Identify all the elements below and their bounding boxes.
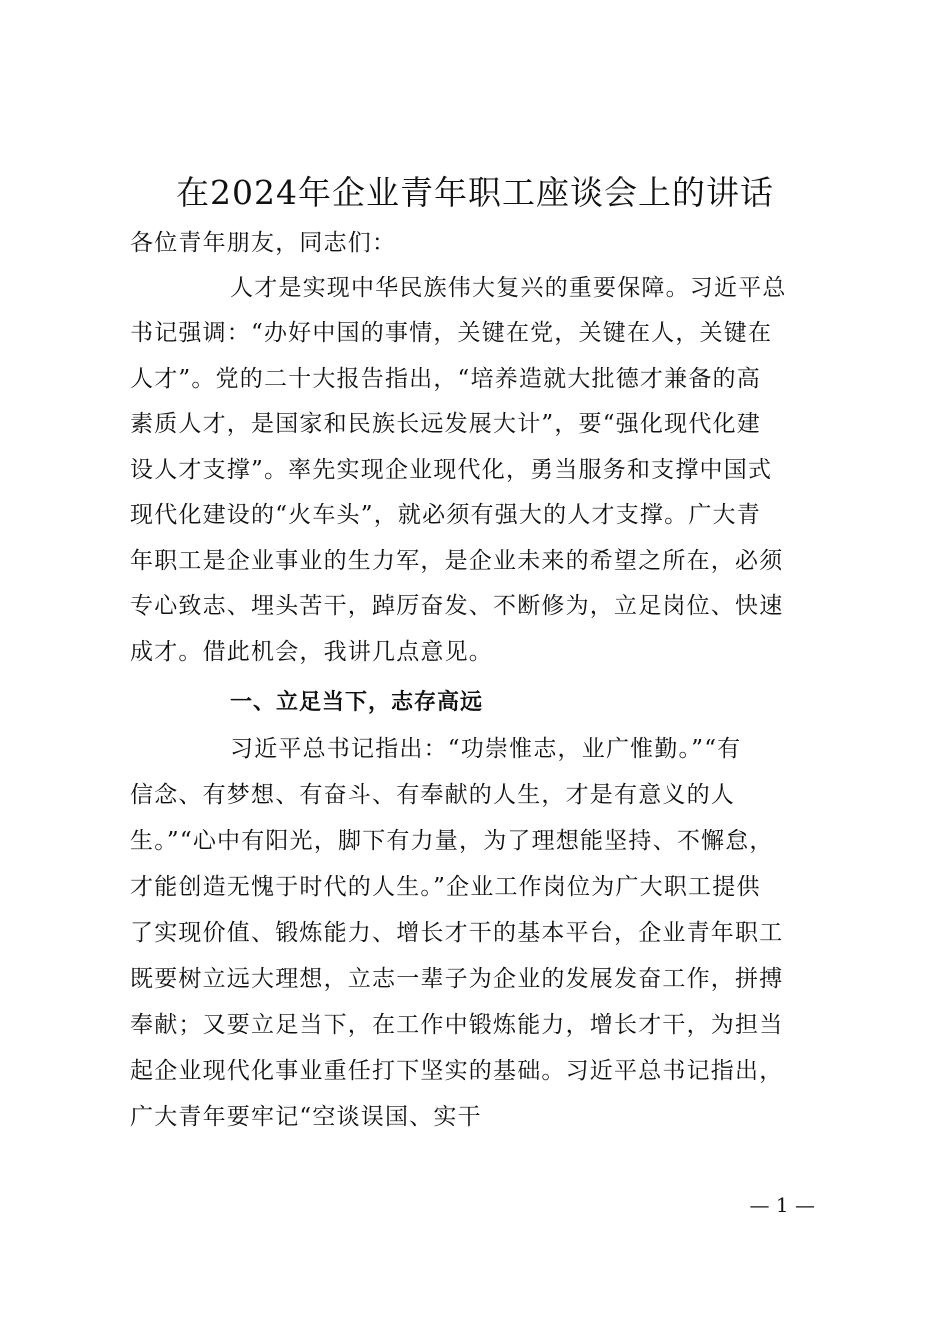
paragraph-2-line: 了实现价值、锻炼能力、增长才干的基本平台，企业青年职工 bbox=[130, 920, 784, 946]
paragraph-2-line: 生。”“心中有阳光，脚下有力量，为了理想能坚持、不懈怠， bbox=[130, 828, 774, 854]
paragraph-1-line: 现代化建设的“火车头”，就必须有强大的人才支撑。广大青 bbox=[130, 502, 761, 528]
section-heading: 一、立足当下，志存高远 bbox=[230, 690, 484, 715]
paragraph-2-line: 信念、有梦想、有奋斗、有奉献的人生，才是有意义的人 bbox=[130, 782, 735, 808]
salutation: 各位青年朋友，同志们： bbox=[130, 230, 397, 256]
paragraph-1-line: 年职工是企业事业的生力军，是企业未来的希望之所在，必须 bbox=[130, 548, 784, 574]
paragraph-1-line: 书记强调：“办好中国的事情，关键在党，关键在人，关键在 bbox=[130, 320, 773, 346]
paragraph-1-line: 人才是实现中华民族伟大复兴的重要保障。习近平总 bbox=[230, 275, 787, 301]
paragraph-2-line: 才能创造无愧于时代的人生。”企业工作岗位为广大职工提供 bbox=[130, 874, 761, 900]
paragraph-2-line: 广大青年要牢记“空谈误国、实干 bbox=[130, 1104, 482, 1130]
paragraph-2-line: 习近平总书记指出：“功崇惟志，业广惟勤。”“有 bbox=[230, 736, 742, 762]
paragraph-2-line: 奉献；又要立足当下，在工作中锻炼能力，增长才干，为担当 bbox=[130, 1012, 784, 1038]
document-title: 在2024年企业青年职工座谈会上的讲话 bbox=[176, 173, 774, 212]
paragraph-1-line: 素质人才，是国家和民族长远发展大计”，要“强化现代化建 bbox=[130, 411, 761, 437]
paragraph-1-line: 设人才支撑”。率先实现企业现代化，勇当服务和支撑中国式 bbox=[130, 457, 773, 483]
page-number: — 1 — bbox=[749, 1193, 815, 1217]
paragraph-1-line: 成才。借此机会，我讲几点意见。 bbox=[130, 639, 493, 665]
paragraph-1-line: 人才”。党的二十大报告指出，“培养造就大批德才兼备的高 bbox=[130, 366, 761, 392]
paragraph-1-line: 专心致志、埋头苦干，踔厉奋发、不断修为，立足岗位、快速 bbox=[130, 593, 784, 619]
paragraph-2-line: 既要树立远大理想，立志一辈子为企业的发展发奋工作，拼搏 bbox=[130, 966, 784, 992]
paragraph-2-line: 起企业现代化事业重任打下坚实的基础。习近平总书记指出， bbox=[130, 1058, 784, 1084]
